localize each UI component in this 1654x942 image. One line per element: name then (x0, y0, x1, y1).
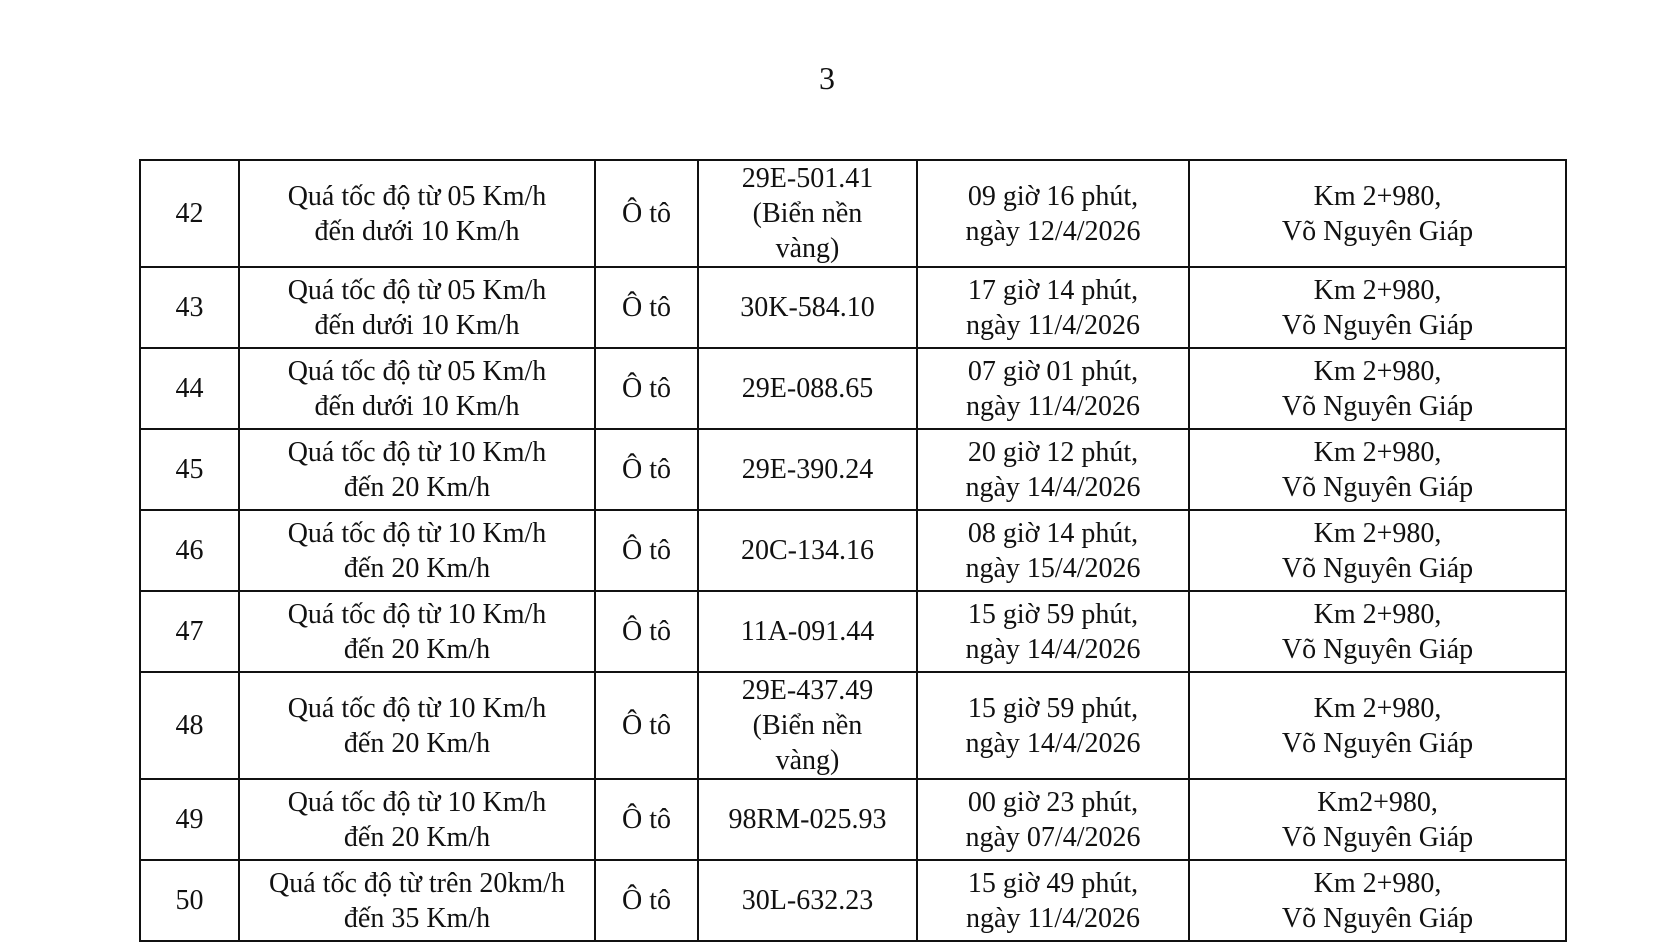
row-number: 42 (140, 160, 239, 267)
plate-cell (698, 429, 917, 510)
time-cell (917, 672, 1189, 779)
location-cell (1189, 429, 1566, 510)
plate-note: (Biển nền (752, 710, 863, 741)
time-line: 00 giờ 23 phút, (967, 786, 1139, 818)
violation-cell (239, 510, 595, 591)
location-km: Km 2+980, (1313, 517, 1442, 549)
location-road: Võ Nguyên Giáp (1281, 471, 1474, 503)
violation-cell (239, 160, 595, 267)
violation-line: Quá tốc độ từ 10 Km/h (287, 598, 547, 630)
violation-cell (239, 591, 595, 672)
violation-line: đến dưới 10 Km/h (314, 309, 520, 341)
time-line: 15 giờ 49 phút, (967, 867, 1139, 899)
vehicle-type: Ô tô (595, 860, 698, 941)
violations-table (139, 159, 1567, 942)
date-line: ngày 11/4/2026 (966, 902, 1140, 934)
date-line: ngày 12/4/2026 (965, 215, 1141, 247)
vehicle-type: Ô tô (595, 591, 698, 672)
violation-line: đến 20 Km/h (343, 552, 491, 584)
plate-cell (698, 779, 917, 860)
location-road: Võ Nguyên Giáp (1281, 727, 1474, 759)
plate-note: vàng) (775, 233, 840, 264)
table-row (140, 267, 1566, 348)
plate-cell (698, 267, 917, 348)
violation-line: đến 20 Km/h (343, 471, 491, 503)
table-row (140, 779, 1566, 860)
plate-number: 30L-632.23 (741, 885, 874, 916)
time-cell (917, 267, 1189, 348)
violation-cell (239, 348, 595, 429)
location-road: Võ Nguyên Giáp (1281, 552, 1474, 584)
row-number: 46 (140, 510, 239, 591)
location-km: Km2+980, (1317, 786, 1438, 818)
vehicle-type: Ô tô (595, 672, 698, 779)
row-number: 43 (140, 267, 239, 348)
plate-number: 11A-091.44 (740, 616, 875, 647)
vehicle-type: Ô tô (595, 779, 698, 860)
location-km: Km 2+980, (1313, 692, 1442, 724)
time-cell (917, 510, 1189, 591)
date-line: ngày 15/4/2026 (965, 552, 1141, 584)
location-km: Km 2+980, (1313, 180, 1442, 212)
vehicle-type: Ô tô (595, 348, 698, 429)
location-road: Võ Nguyên Giáp (1281, 633, 1474, 665)
time-cell (917, 429, 1189, 510)
plate-number: 20C-134.16 (741, 535, 874, 566)
date-line: ngày 11/4/2026 (966, 390, 1140, 422)
table-row (140, 348, 1566, 429)
location-road: Võ Nguyên Giáp (1281, 821, 1474, 853)
location-road: Võ Nguyên Giáp (1281, 902, 1474, 934)
violation-line: Quá tốc độ từ 10 Km/h (287, 786, 547, 818)
row-number: 45 (140, 429, 239, 510)
row-number: 48 (140, 672, 239, 779)
location-km: Km 2+980, (1313, 355, 1442, 387)
violation-line: đến 20 Km/h (343, 821, 491, 853)
page-number: 3 (819, 60, 835, 96)
row-number: 47 (140, 591, 239, 672)
location-km: Km 2+980, (1313, 436, 1442, 468)
location-cell (1189, 348, 1566, 429)
time-cell (917, 591, 1189, 672)
time-line: 15 giờ 59 phút, (967, 598, 1139, 630)
violation-line: Quá tốc độ từ 05 Km/h (287, 180, 547, 212)
violation-line: Quá tốc độ từ 05 Km/h (287, 274, 547, 306)
violation-cell (239, 429, 595, 510)
plate-cell (698, 860, 917, 941)
row-number: 44 (140, 348, 239, 429)
violation-cell (239, 860, 595, 941)
location-cell (1189, 160, 1566, 267)
time-cell (917, 348, 1189, 429)
violation-line: Quá tốc độ từ 05 Km/h (287, 355, 547, 387)
plate-cell (698, 160, 917, 267)
time-line: 20 giờ 12 phút, (967, 436, 1139, 468)
location-road: Võ Nguyên Giáp (1281, 215, 1474, 247)
date-line: ngày 14/4/2026 (965, 633, 1141, 665)
time-line: 08 giờ 14 phút, (967, 517, 1139, 549)
table-row (140, 160, 1566, 267)
table-row (140, 510, 1566, 591)
location-cell (1189, 591, 1566, 672)
date-line: ngày 14/4/2026 (965, 727, 1141, 759)
violation-line: đến 20 Km/h (343, 727, 491, 759)
violation-line: đến dưới 10 Km/h (314, 215, 520, 247)
plate-cell (698, 510, 917, 591)
location-cell (1189, 672, 1566, 779)
violation-line: Quá tốc độ từ 10 Km/h (287, 436, 547, 468)
violation-cell (239, 267, 595, 348)
time-line: 17 giờ 14 phút, (967, 274, 1139, 306)
time-cell (917, 160, 1189, 267)
violation-line: Quá tốc độ từ 10 Km/h (287, 692, 547, 724)
date-line: ngày 11/4/2026 (966, 309, 1140, 341)
violation-line: Quá tốc độ từ 10 Km/h (287, 517, 547, 549)
table-row (140, 429, 1566, 510)
plate-number: 30K-584.10 (740, 292, 875, 323)
plate-number: 29E-390.24 (741, 454, 874, 485)
location-cell (1189, 267, 1566, 348)
plate-cell (698, 348, 917, 429)
location-km: Km 2+980, (1313, 598, 1442, 630)
vehicle-type: Ô tô (595, 429, 698, 510)
violation-line: đến dưới 10 Km/h (314, 390, 520, 422)
plate-note: (Biển nền (752, 198, 863, 229)
time-cell (917, 779, 1189, 860)
vehicle-type: Ô tô (595, 510, 698, 591)
table-row (140, 860, 1566, 941)
row-number: 50 (140, 860, 239, 941)
location-km: Km 2+980, (1313, 867, 1442, 899)
location-cell (1189, 510, 1566, 591)
time-line: 09 giờ 16 phút, (967, 180, 1139, 212)
plate-number: 98RM-025.93 (728, 804, 887, 835)
location-cell (1189, 860, 1566, 941)
time-line: 07 giờ 01 phút, (967, 355, 1139, 387)
location-road: Võ Nguyên Giáp (1281, 390, 1474, 422)
plate-cell (698, 591, 917, 672)
location-road: Võ Nguyên Giáp (1281, 309, 1474, 341)
violation-line: đến 20 Km/h (343, 633, 491, 665)
date-line: ngày 07/4/2026 (965, 821, 1141, 853)
location-cell (1189, 779, 1566, 860)
time-cell (917, 860, 1189, 941)
table-row (140, 672, 1566, 779)
violation-cell (239, 779, 595, 860)
table-row (140, 591, 1566, 672)
date-line: ngày 14/4/2026 (965, 471, 1141, 503)
row-number: 49 (140, 779, 239, 860)
vehicle-type: Ô tô (595, 267, 698, 348)
plate-number: 29E-501.41 (741, 163, 874, 194)
plate-number: 29E-088.65 (741, 373, 874, 404)
violation-cell (239, 672, 595, 779)
plate-cell (698, 672, 917, 779)
plate-note: vàng) (775, 745, 840, 776)
vehicle-type: Ô tô (595, 160, 698, 267)
time-line: 15 giờ 59 phút, (967, 692, 1139, 724)
violation-line: Quá tốc độ từ trên 20km/h (269, 867, 565, 899)
violation-line: đến 35 Km/h (343, 902, 491, 934)
location-km: Km 2+980, (1313, 274, 1442, 306)
plate-number: 29E-437.49 (741, 675, 874, 706)
